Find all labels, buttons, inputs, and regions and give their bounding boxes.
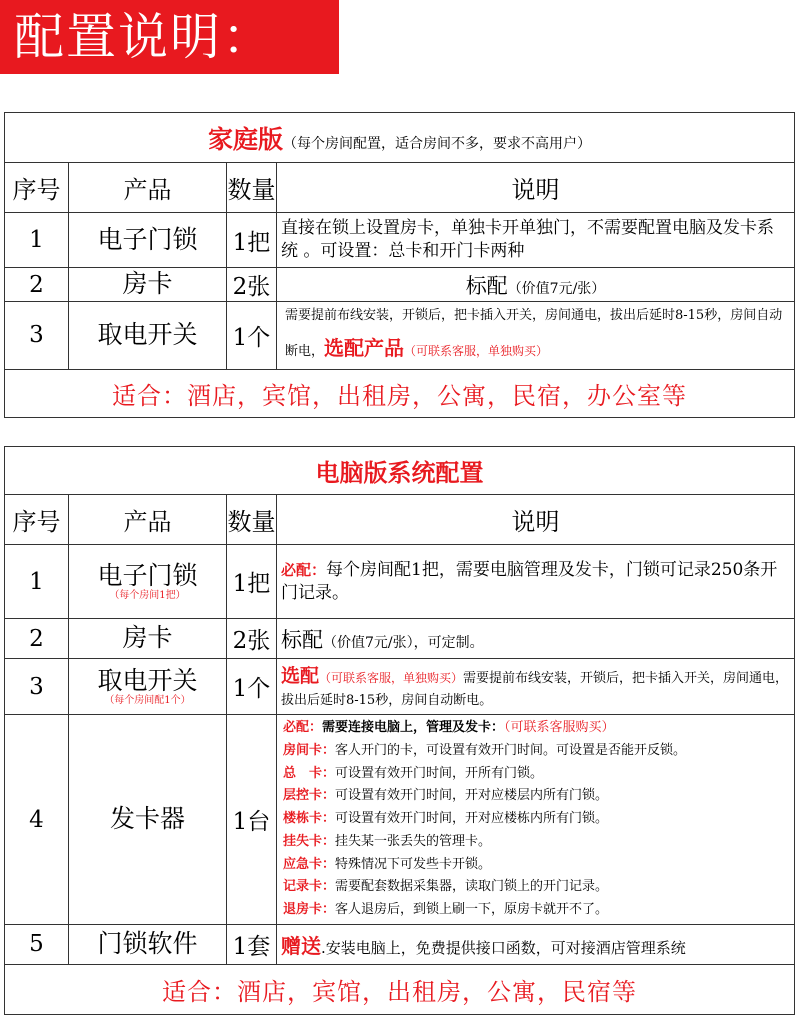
product-name: 电子门锁 xyxy=(97,560,198,590)
card-text: 客人退房后，到锁上刷一下，原房卡就开不了。 xyxy=(335,902,609,918)
header-desc: 说明 xyxy=(277,163,795,213)
desc-text: 每个房间配1把，需要电脑管理及发卡，门锁可记录250条开门记录。 xyxy=(281,559,778,603)
card-line xyxy=(283,763,788,786)
card-text: 需要配套数据采集器，读取门锁上的开门记录。 xyxy=(335,879,609,895)
card-line xyxy=(283,785,788,808)
row-product: 电子门锁 xyxy=(69,213,227,268)
price-note: （价值7元/张），可定制。 xyxy=(323,634,484,651)
row-qty: 1台 xyxy=(227,715,277,925)
card-text: 可设置有效开门时间，开对应楼栋内所有门锁。 xyxy=(335,811,609,827)
row-no: 3 xyxy=(5,302,69,370)
row-no: 2 xyxy=(5,619,69,659)
gift-tag: 赠送 xyxy=(281,933,321,958)
home-title-cell xyxy=(5,113,795,163)
row-no: 1 xyxy=(5,545,69,619)
header-product: 产品 xyxy=(69,163,227,213)
card-text: 可设置有效开门时间，开对应楼层内所有门锁。 xyxy=(335,788,609,804)
row-qty: 1个 xyxy=(227,659,277,715)
card-line xyxy=(283,740,788,763)
product-name: 取电开关 xyxy=(97,665,198,695)
header-qty: 数量 xyxy=(227,163,277,213)
row-product xyxy=(69,659,227,715)
card-line xyxy=(283,854,788,877)
card-line xyxy=(283,899,788,922)
optional-note: （可联系客服，单独购买） xyxy=(404,343,549,358)
row-product: 房卡 xyxy=(69,619,227,659)
product-sub: （每个房间1把） xyxy=(109,590,186,602)
card-line xyxy=(283,808,788,831)
row-desc xyxy=(277,619,795,659)
head-text: 需要连接电脑上，管理及发卡： xyxy=(322,720,505,736)
price-note: （价值7元/张） xyxy=(507,280,606,297)
page-banner: 配置说明： xyxy=(0,0,339,74)
card-types-desc xyxy=(277,715,795,925)
card-text: 特殊情况下可发些卡开锁。 xyxy=(335,856,492,872)
head-note: （可联系客服购买） xyxy=(504,720,615,736)
row-qty: 1把 xyxy=(227,545,277,619)
card-label: 总 卡： xyxy=(283,765,336,781)
optional-note: （可联系客服，单独购买） xyxy=(319,671,464,685)
desc-text: 需要提前布线安装，开锁后，把卡插入开关，房间通电，拔出后延时8-15秒，房间自动断电， xyxy=(285,308,783,359)
home-footer: 适合：酒店，宾馆，出租房，公寓，民宿，办公室等 xyxy=(5,369,795,417)
pc-edition-table xyxy=(4,446,795,1015)
card-reader-head xyxy=(283,717,788,740)
row-product xyxy=(69,545,227,619)
row-desc xyxy=(277,545,795,619)
card-line xyxy=(283,876,788,899)
home-title: 家庭版 xyxy=(207,124,283,154)
row-qty: 1个 xyxy=(227,302,277,370)
required-tag: 必配： xyxy=(281,560,327,579)
required-tag: 必配： xyxy=(283,720,323,736)
card-label: 楼栋卡： xyxy=(283,811,336,827)
row-qty: 2张 xyxy=(227,268,277,302)
row-no: 2 xyxy=(5,268,69,302)
standard-label: 标配 xyxy=(465,273,508,298)
home-title-note: （每个房间配置，适合房间不多，要求不高用户） xyxy=(283,135,591,152)
row-no: 4 xyxy=(5,715,69,925)
header-qty: 数量 xyxy=(227,495,277,545)
card-label: 房间卡： xyxy=(283,742,336,758)
row-desc xyxy=(277,268,795,302)
card-line xyxy=(283,831,788,854)
card-text: 挂失某一张丢失的管理卡。 xyxy=(335,833,492,849)
row-qty: 1套 xyxy=(227,924,277,964)
row-product: 房卡 xyxy=(69,268,227,302)
row-no: 3 xyxy=(5,659,69,715)
row-desc xyxy=(277,659,795,715)
home-edition-table xyxy=(4,112,795,418)
row-product: 发卡器 xyxy=(69,715,227,925)
header-desc: 说明 xyxy=(277,495,795,545)
optional-tag: 选配产品 xyxy=(324,335,405,360)
card-text: 可设置有效开门时间，开所有门锁。 xyxy=(335,765,544,781)
row-product: 门锁软件 xyxy=(69,924,227,964)
card-label: 挂失卡： xyxy=(283,833,336,849)
header-product: 产品 xyxy=(69,495,227,545)
row-desc xyxy=(277,924,795,964)
card-label: 记录卡： xyxy=(283,879,336,895)
row-qty: 1把 xyxy=(227,213,277,268)
header-no: 序号 xyxy=(5,163,69,213)
card-label: 层控卡： xyxy=(283,788,336,804)
pc-title-cell xyxy=(5,447,795,495)
desc-text: 需要提前布线安装，开锁后，把卡插入开关，房间通电，拔出后延时8-15秒，房间自动断电。 xyxy=(281,671,789,709)
row-desc: 直接在锁上设置房卡，单独卡开单独门，不需要配置电脑及发卡系统 。可设置：总卡和开门卡两种 xyxy=(277,213,795,268)
card-label: 退房卡： xyxy=(283,902,336,918)
row-product: 取电开关 xyxy=(69,302,227,370)
row-qty: 2张 xyxy=(227,619,277,659)
desc-text: .安装电脑上，免费提供接口函数，可对接酒店管理系统 xyxy=(321,938,686,957)
row-desc xyxy=(277,302,795,370)
standard-label: 标配 xyxy=(281,627,323,652)
pc-title: 电脑版系统配置 xyxy=(315,458,484,487)
header-no: 序号 xyxy=(5,495,69,545)
card-text: 客人开门的卡，可设置有效开门时间。可设置是否能开反锁。 xyxy=(335,742,687,758)
product-sub: （每个房间配1个） xyxy=(104,695,191,707)
card-label: 应急卡： xyxy=(283,856,336,872)
row-no: 1 xyxy=(5,213,69,268)
row-no: 5 xyxy=(5,924,69,964)
optional-tag: 选配 xyxy=(281,665,320,687)
pc-footer: 适合：酒店，宾馆，出租房，公寓，民宿等 xyxy=(5,964,795,1014)
